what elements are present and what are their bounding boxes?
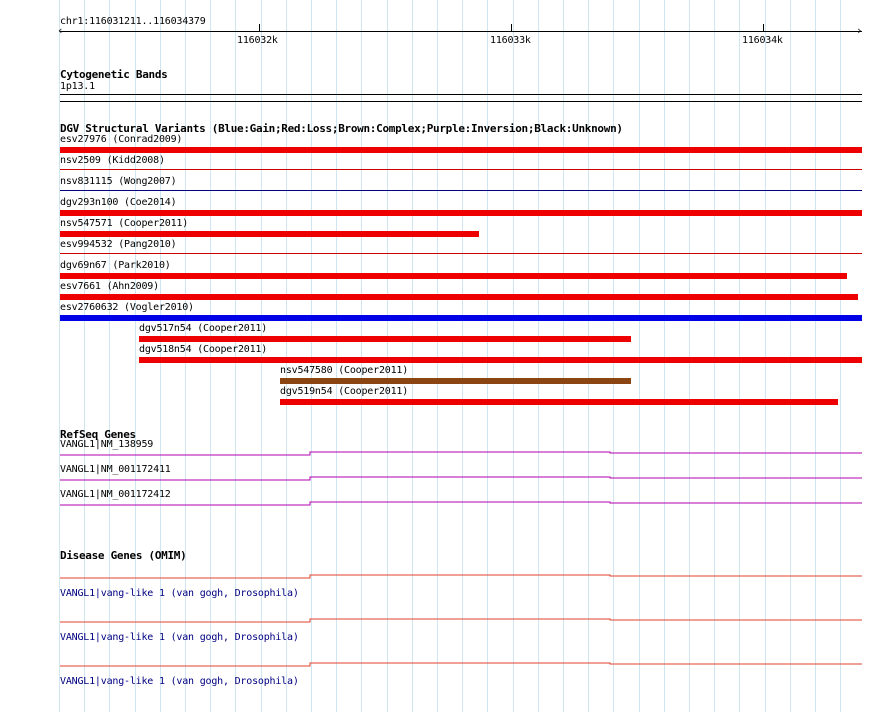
ruler-tick [259, 24, 260, 32]
refseq-gene-label[interactable]: VANGL1|NM_001172412 [60, 489, 171, 500]
refseq-title: RefSeq Genes [60, 428, 136, 441]
omim-gene-model-path [60, 619, 862, 622]
refseq-gene-model-path [60, 452, 862, 455]
grid-line [739, 0, 740, 712]
grid-line [765, 0, 766, 712]
ruler-tick-label: 116033k [490, 35, 531, 46]
ruler-axis-line [60, 31, 862, 32]
refseq-gene-model-path [60, 477, 862, 480]
cytoband-title: Cytogenetic Bands [60, 68, 168, 81]
omim-gene-model[interactable] [0, 662, 890, 670]
ruler-right-arrow-icon: › [856, 24, 863, 37]
grid-line [588, 0, 589, 712]
grid-line [286, 0, 287, 712]
grid-line [689, 0, 690, 712]
dgv-variant-bar[interactable] [280, 378, 631, 384]
refseq-gene-model-path [60, 502, 862, 505]
omim-gene-model-path [60, 575, 862, 578]
refseq-gene-model[interactable] [0, 450, 890, 458]
grid-line [235, 0, 236, 712]
grid-line [462, 0, 463, 712]
grid-line [487, 0, 488, 712]
grid-line [210, 0, 211, 712]
dgv-variant-label[interactable]: dgv517n54 (Cooper2011) [139, 323, 268, 334]
ruler-left-arrow-icon: ‹ [57, 24, 64, 37]
dgv-variant-label[interactable]: esv994532 (Pang2010) [60, 239, 177, 250]
grid-line [361, 0, 362, 712]
refseq-gene-model[interactable] [0, 500, 890, 508]
ruler-tick [763, 24, 764, 32]
dgv-variant-bar[interactable] [139, 357, 862, 363]
grid-line [815, 0, 816, 712]
dgv-variant-bar[interactable] [60, 210, 862, 216]
omim-gene-label[interactable]: VANGL1|vang-like 1 (van gogh, Drosophila) [60, 588, 299, 599]
grid-line [664, 0, 665, 712]
dgv-variant-bar[interactable] [60, 147, 862, 153]
omim-gene-model[interactable] [0, 574, 890, 582]
dgv-variant-label[interactable]: esv2760632 (Vogler2010) [60, 302, 194, 313]
dgv-title: DGV Structural Variants (Blue:Gain;Red:Loss;Brown:Complex;Purple:Inversion;Black:Unknown) [60, 122, 623, 135]
dgv-variant-label[interactable]: nsv547571 (Cooper2011) [60, 218, 189, 229]
grid-line [160, 0, 161, 712]
grid-line [840, 0, 841, 712]
dgv-variant-bar[interactable] [60, 169, 862, 170]
grid-line [538, 0, 539, 712]
grid-line [387, 0, 388, 712]
dgv-variant-label[interactable]: dgv518n54 (Cooper2011) [139, 344, 268, 355]
grid-line [59, 0, 60, 712]
ruler-tick-label: 116034k [742, 35, 783, 46]
grid-line [311, 0, 312, 712]
dgv-variant-bar[interactable] [60, 190, 862, 191]
grid-line [437, 0, 438, 712]
omim-gene-label[interactable]: VANGL1|vang-like 1 (van gogh, Drosophila) [60, 676, 299, 687]
dgv-variant-label[interactable]: dgv519n54 (Cooper2011) [280, 386, 409, 397]
dgv-variant-label[interactable]: esv7661 (Ahn2009) [60, 281, 159, 292]
dgv-variant-label[interactable]: nsv547580 (Cooper2011) [280, 365, 409, 376]
refseq-gene-label[interactable]: VANGL1|NM_001172411 [60, 464, 171, 475]
ruler-tick-label: 116032k [237, 35, 278, 46]
omim-gene-label[interactable]: VANGL1|vang-like 1 (van gogh, Drosophila) [60, 632, 299, 643]
grid-line [135, 0, 136, 712]
cytoband-line-bottom [60, 101, 862, 102]
cytoband-label[interactable]: 1p13.1 [60, 81, 95, 92]
grid-line [613, 0, 614, 712]
grid-line [109, 0, 110, 712]
grid-line [185, 0, 186, 712]
dgv-variant-bar[interactable] [60, 294, 858, 300]
grid-line [412, 0, 413, 712]
dgv-variant-bar[interactable] [60, 253, 862, 254]
dgv-variant-label[interactable]: esv27976 (Conrad2009) [60, 134, 183, 145]
grid-line [336, 0, 337, 712]
omim-gene-model-path [60, 663, 862, 666]
dgv-variant-label[interactable]: dgv69n67 (Park2010) [60, 260, 171, 271]
dgv-variant-label[interactable]: dgv293n100 (Coe2014) [60, 197, 177, 208]
refseq-gene-label[interactable]: VANGL1|NM_138959 [60, 439, 154, 450]
grid-line [513, 0, 514, 712]
omim-gene-model[interactable] [0, 618, 890, 626]
dgv-variant-bar[interactable] [60, 231, 479, 237]
dgv-variant-label[interactable]: nsv2509 (Kidd2008) [60, 155, 165, 166]
dgv-variant-bar[interactable] [139, 336, 631, 342]
dgv-variant-label[interactable]: nsv831115 (Wong2007) [60, 176, 177, 187]
dgv-variant-bar[interactable] [280, 399, 838, 405]
grid-line [261, 0, 262, 712]
refseq-gene-model[interactable] [0, 475, 890, 483]
ruler-tick [511, 24, 512, 32]
grid-line [714, 0, 715, 712]
grid-line [790, 0, 791, 712]
grid-line [84, 0, 85, 712]
dgv-variant-bar[interactable] [60, 315, 862, 321]
grid-line [639, 0, 640, 712]
dgv-variant-bar[interactable] [60, 273, 847, 279]
grid-line [563, 0, 564, 712]
ruler-range-label: chr1:116031211..116034379 [60, 16, 206, 27]
omim-title: Disease Genes (OMIM) [60, 549, 187, 562]
cytoband-line-top [60, 94, 862, 95]
